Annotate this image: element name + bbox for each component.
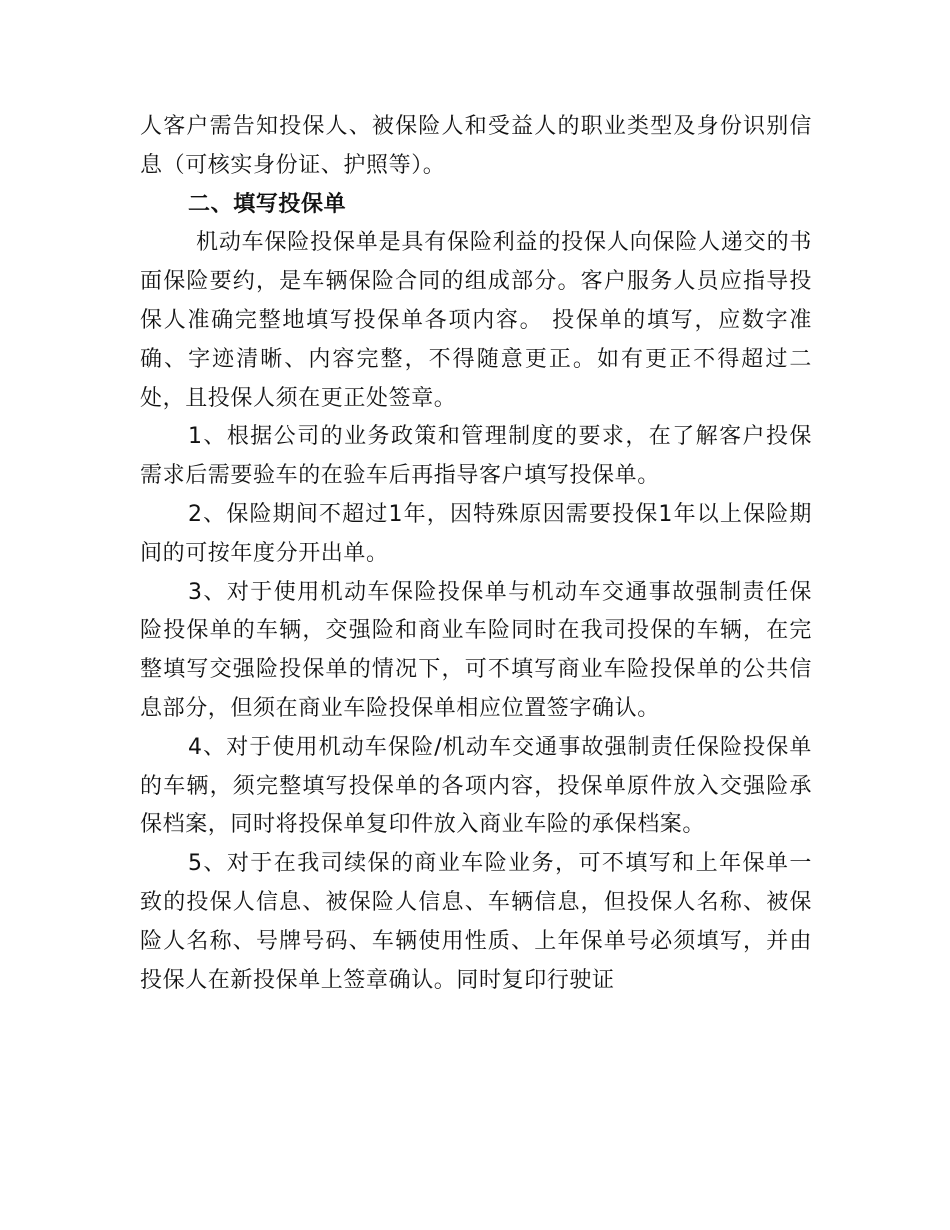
paragraph-intro: 机动车保险投保单是具有保险利益的投保人向保险人递交的书面保险要约，是车辆保险合同的组成部分。客户服务人员应指导投保人准确完整地填写投保单各项内容。 投保单的填写，应数字准确、字迹清晰、内容完整，不得随意更正。如有更正不得超过二处，且投保人须在更正处签章。 — [140, 230, 812, 411]
paragraph-continuation: 人客户需告知投保人、被保险人和受益人的职业类型及身份识别信息（可核实身份证、护照等）。 — [140, 114, 812, 178]
section-heading: 二、填写投保单 — [188, 191, 347, 217]
document-body — [140, 108, 812, 1000]
paragraph-item-2: 2、保险期间不超过1年，因特殊原因需要投保1年以上保险期间的可按年度分开出单。 — [140, 501, 812, 566]
paragraph-item-5: 5、对于在我司续保的商业车险业务，可不填写和上年保单一致的投保人信息、被保险人信息、车辆信息，但投保人名称、被保险人名称、号牌号码、车辆使用性质、上年保单号必须填写，并由投保人在新投保单上签章确认。同时复印行驶证 — [140, 851, 812, 993]
paragraph-item-1: 1、根据公司的业务政策和管理制度的要求，在了解客户投保需求后需要验车的在验车后再指导客户填写投保单。 — [140, 424, 812, 489]
paragraph-item-3: 3、对于使用机动车保险投保单与机动车交通事故强制责任保险投保单的车辆，交强险和商业车险同时在我司投保的车辆，在完整填写交强险投保单的情况下，可不填写商业车险投保单的公共信息部分，但须在商业车险投保单相应位置签字确认。 — [140, 579, 812, 721]
paragraph-item-4: 4、对于使用机动车保险/机动车交通事故强制责任保险投保单的车辆，须完整填写投保单的各项内容，投保单原件放入交强险承保档案，同时将投保单复印件放入商业车险的承保档案。 — [140, 734, 812, 838]
